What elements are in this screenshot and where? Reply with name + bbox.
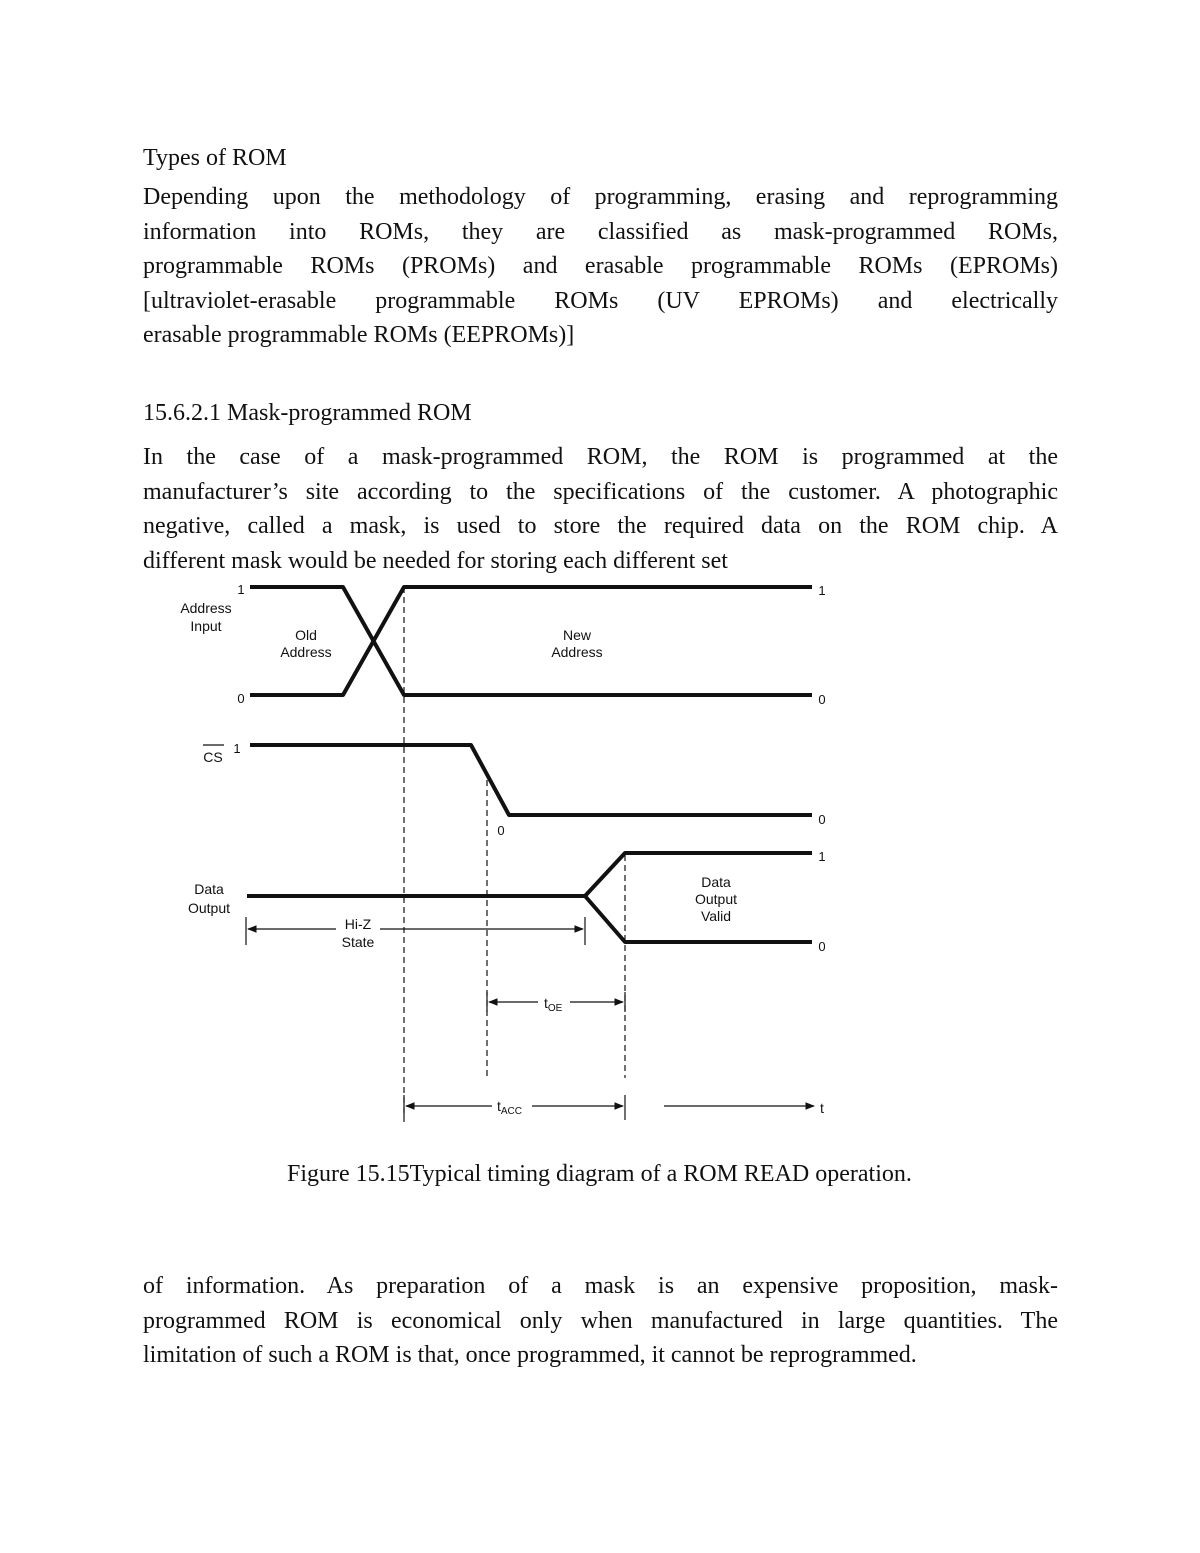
data-one-right: 1: [818, 849, 826, 864]
hiz-label-1: Hi-Z: [344, 916, 372, 932]
time-axis-label: t: [820, 1100, 824, 1116]
address-one-left: 1: [237, 582, 245, 597]
paragraph-line: [ultraviolet-erasable programmable ROMs (UV EPROMs) and electrically: [143, 287, 1058, 314]
paragraph-line: information into ROMs, they are classified as mask-programmed ROMs,: [143, 218, 1058, 245]
tacc-label-sub: ACC: [500, 1106, 523, 1117]
old-address-label-1: Old: [295, 627, 317, 643]
tacc-label: [497, 1098, 522, 1117]
cs-zero-right: 0: [818, 812, 826, 827]
paragraph-line: manufacturer’s site according to the specifications of the customer. A photographic: [143, 478, 1058, 505]
data-zero-right: 0: [818, 939, 826, 954]
data-valid-label-3: Valid: [700, 908, 732, 924]
data-output-label-2: Output: [187, 900, 231, 916]
cs-waveform: [250, 745, 812, 815]
address-input-label-2: Input: [190, 618, 222, 634]
paragraph-line: programmed ROM is economical only when manufactured in large quantities. The: [143, 1307, 1058, 1334]
section-heading-types-of-rom: Types of ROM: [143, 145, 287, 171]
address-one-right: 1: [818, 583, 826, 598]
paragraph-line: Depending upon the methodology of programming, erasing and reprogramming: [143, 184, 1058, 210]
toe-label-main: t: [544, 995, 548, 1011]
new-address-label-2: Address: [551, 644, 603, 660]
section-heading-mask-programmed-rom: 15.6.2.1 Mask-programmed ROM: [143, 400, 472, 426]
data-valid-label-2: Output: [694, 891, 738, 907]
address-waveform-low-to-high: [250, 587, 812, 695]
cs-label: CS: [203, 749, 223, 765]
hiz-label-2: State: [341, 934, 375, 950]
old-address-label-2: Address: [280, 644, 332, 660]
data-valid-label-1: Data: [701, 874, 731, 890]
paragraph-line: negative, called a mask, is used to store the required data on the ROM chip. A: [143, 513, 1058, 540]
address-zero-right: 0: [818, 692, 826, 707]
paragraph-line: In the case of a mask-programmed ROM, the ROM is programmed at the: [143, 444, 1058, 470]
continuation-paragraph: [143, 1269, 1058, 1373]
address-zero-left: 0: [237, 691, 245, 706]
new-address-label-1: New: [562, 627, 592, 643]
paragraph-line: erasable programmable ROMs (EEPROMs)]: [143, 322, 575, 349]
cs-one-left: 1: [233, 741, 241, 756]
paragraph-line: programmable ROMs (PROMs) and erasable programmable ROMs (EPROMs): [143, 253, 1058, 280]
toe-label-sub: OE: [547, 1003, 563, 1014]
tacc-label-main: t: [497, 1098, 501, 1114]
paragraph-line: of information. As preparation of a mask is an expensive proposition, mask-: [143, 1273, 1058, 1299]
toe-label: [544, 995, 563, 1014]
figure-caption: Figure 15.15Typical timing diagram of a ROM READ operation.: [287, 1161, 912, 1187]
cs-zero-bottom: 0: [497, 823, 505, 838]
address-waveform-high-to-low: [250, 587, 812, 695]
data-output-label-1: Data: [194, 881, 224, 897]
paragraph-line: different mask would be needed for storing each different set: [143, 547, 728, 574]
paragraph-line: limitation of such a ROM is that, once programmed, it cannot be reprogrammed.: [143, 1342, 917, 1369]
address-input-label-1: Address: [180, 600, 232, 616]
